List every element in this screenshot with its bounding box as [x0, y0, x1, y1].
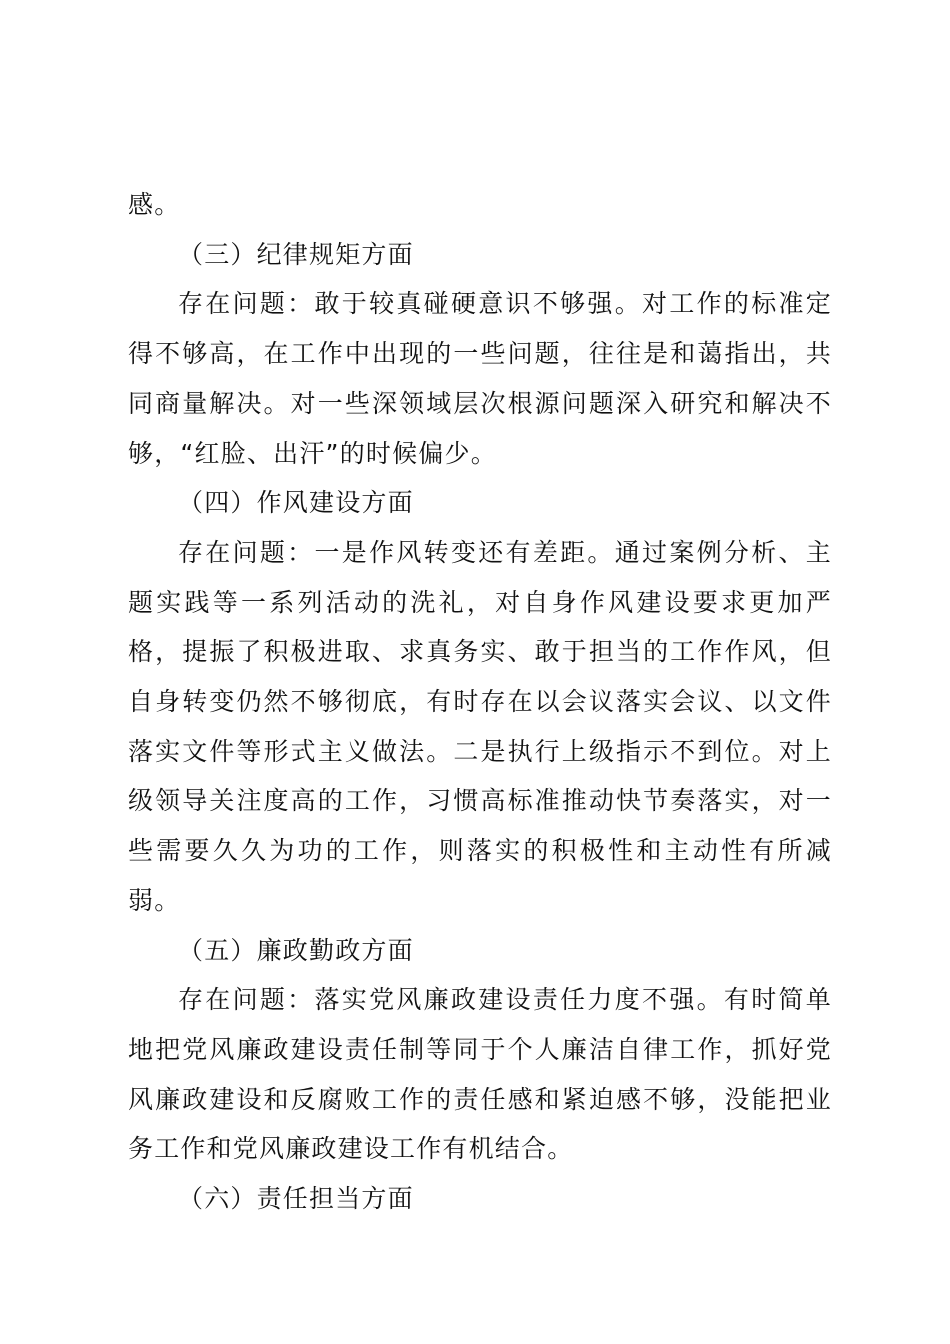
section-heading-responsibility: （六）责任担当方面 — [178, 1184, 414, 1214]
section-heading-work-style: （四）作风建设方面 — [178, 488, 414, 518]
document-body — [128, 180, 832, 1224]
section-heading-discipline: （三）纪律规矩方面 — [178, 239, 414, 269]
paragraph-discipline-issues: 存在问题：敢于较真碰硬意识不够强。对工作的标准定得不够高，在工作中出现的一些问题，往往是和蔼指出，共同商量解决。对一些深领域层次根源问题深入研究和解决不够，“红脸、出汗”的时候偏少。 — [128, 289, 832, 468]
section-heading-integrity: （五）廉政勤政方面 — [178, 935, 414, 965]
paragraph-integrity-issues: 存在问题：落实党风廉政建设责任力度不强。有时简单地把党风廉政建设责任制等同于个人廉洁自律工作，抓好党风廉政建设和反腐败工作的责任感和紧迫感不够，没能把业务工作和党风廉政建设工作有机结合。 — [128, 985, 832, 1164]
paragraph-continuation: 感。 — [128, 190, 181, 219]
paragraph-work-style-issues: 存在问题：一是作风转变还有差距。通过案例分析、主题实践等一系列活动的洗礼，对自身作风建设要求更加严格，提振了积极进取、求真务实、敢于担当的工作作风，但自身转变仍然不够彻底，有时存在以会议落实会议、以文件落实文件等形式主义做法。二是执行上级指示不到位。对上级领导关注度高的工作，习惯高标准推动快节奏落实，对一些需要久久为功的工作，则落实的积极性和主动性有所减弱。 — [128, 537, 832, 915]
